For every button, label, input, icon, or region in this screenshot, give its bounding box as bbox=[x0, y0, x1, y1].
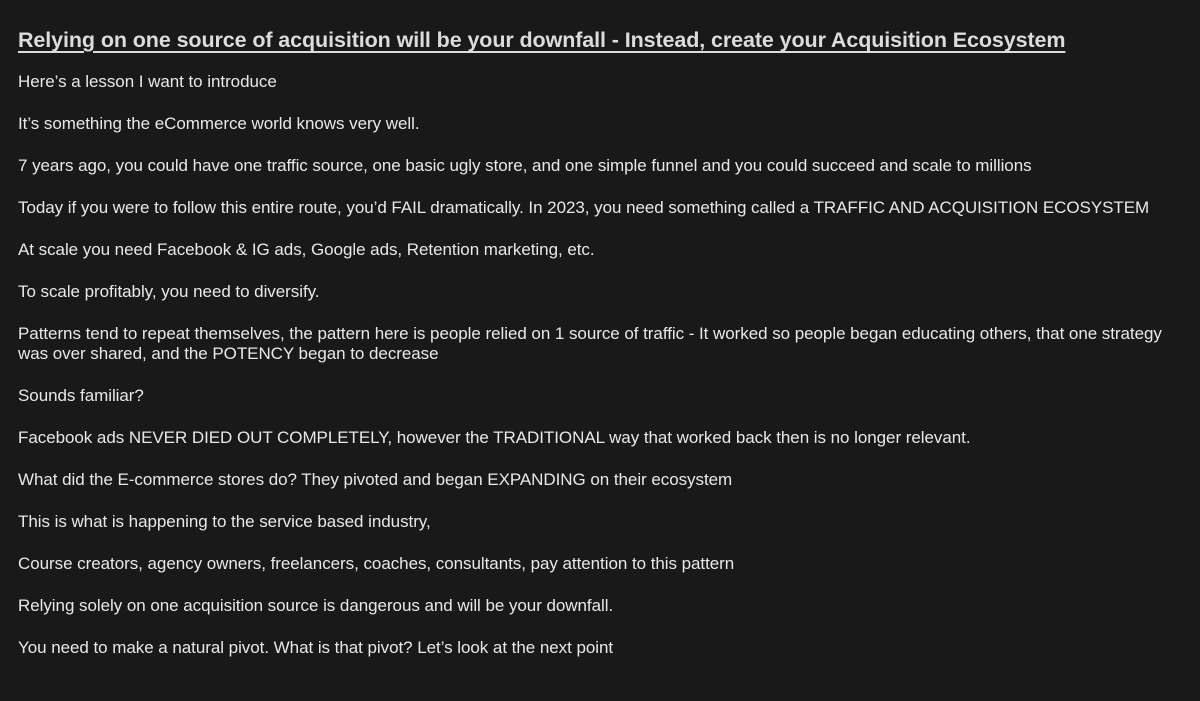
paragraph: It’s something the eCommerce world knows very well. bbox=[18, 114, 420, 133]
paragraph: Patterns tend to repeat themselves, the pattern here is people relied on 1 source of traffic - It worked so people began educating others, that one strategy was over shared, and the POTENCY began to decrease bbox=[18, 324, 1162, 363]
paragraph: Facebook ads NEVER DIED OUT COMPLETELY, however the TRADITIONAL way that worked back then is no longer relevant. bbox=[18, 428, 971, 447]
paragraph: At scale you need Facebook & IG ads, Google ads, Retention marketing, etc. bbox=[18, 240, 595, 259]
paragraph: Relying solely on one acquisition source is dangerous and will be your downfall. bbox=[18, 596, 614, 615]
paragraph: Today if you were to follow this entire route, you’d FAIL dramatically. In 2023, you need something called a TRAFFIC AND ACQUISITION ECOSYSTEM bbox=[18, 198, 1150, 217]
paragraph: You need to make a natural pivot. What is that pivot? Let’s look at the next point bbox=[18, 638, 614, 657]
paragraph: What did the E-commerce stores do? They pivoted and began EXPANDING on their ecosystem bbox=[18, 470, 733, 489]
paragraph: 7 years ago, you could have one traffic source, one basic ugly store, and one simple funnel and you could succeed and scale to millions bbox=[18, 156, 1032, 175]
paragraph: Here’s a lesson I want to introduce bbox=[18, 72, 277, 91]
page-title: Relying on one source of acquisition will be your downfall - Instead, create your Acquisition Ecosystem bbox=[18, 28, 1066, 52]
paragraph: This is what is happening to the service based industry, bbox=[18, 512, 431, 531]
paragraph: Sounds familiar? bbox=[18, 386, 144, 405]
paragraph: To scale profitably, you need to diversify. bbox=[18, 282, 320, 301]
paragraph: Course creators, agency owners, freelancers, coaches, consultants, pay attention to this pattern bbox=[18, 554, 735, 573]
